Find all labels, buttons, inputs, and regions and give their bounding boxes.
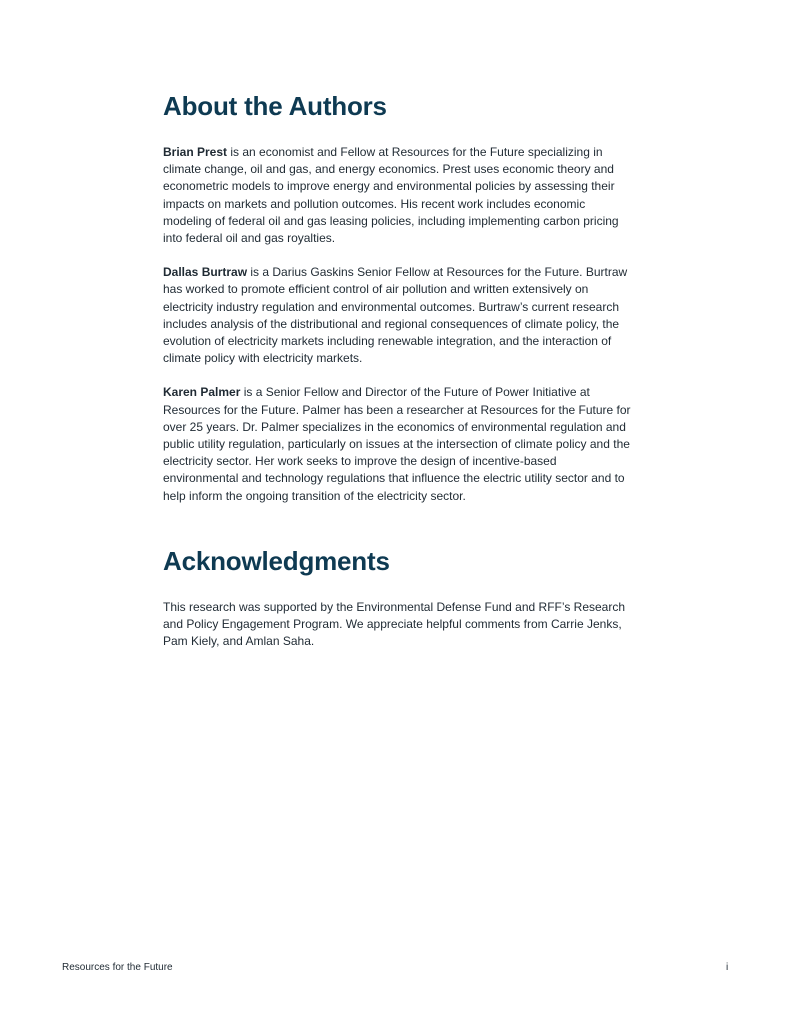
- author-bio-brian-prest: [163, 144, 633, 247]
- author-bio-text: is an economist and Fellow at Resources for the Future specializing in climate change, oil and gas, and energy economics. Prest uses economic theory and econometric models to improve energy and environmental policies by assessing their impacts on markets and pollution outcomes. His recent work includes economic modeling of federal oil and gas leasing policies, including implementing carbon pricing into federal oil and gas royalties.: [163, 145, 619, 246]
- footer-publisher: Resources for the Future: [62, 962, 173, 973]
- page-content: [163, 88, 633, 650]
- acknowledgments-heading: Acknowledgments: [163, 545, 390, 576]
- author-bio-text: is a Senior Fellow and Director of the Future of Power Initiative at Resources for the Future. Palmer has been a researcher at Resources for the Future for over 25 years. Dr. Palmer specializes in the economics of environmental regulation and public utility regulation, particularly on issues at the intersection of climate policy and the electricity sector. Her work seeks to improve the design of incentive-based environmental and technology regulations that influence the electric utility sector and to help inform the ongoing transition of the electricity sector.: [163, 385, 631, 503]
- author-bio-dallas-burtraw: [163, 264, 633, 367]
- author-name: Karen Palmer: [163, 385, 241, 400]
- footer-page-number: i: [726, 962, 729, 973]
- author-name: Brian Prest: [163, 145, 228, 159]
- author-bio-karen-palmer: [163, 384, 633, 504]
- about-authors-heading: About the Authors: [163, 91, 387, 121]
- author-bio-text: is a Darius Gaskins Senior Fellow at Resources for the Future. Burtraw has worked to promote efficient control of air pollution and written extensively on electricity industry regulation and environmental outcomes. Burtraw’s current research includes analysis of the distributional and regional consequences of climate policy, the evolution of electricity markets including renewable integration, and the interaction of climate policy with electricity markets.: [163, 265, 628, 366]
- acknowledgments-text: This research was supported by the Environmental Defense Fund and RFF’s Research and Policy Engagement Program. We appreciate helpful comments from Carrie Jenks, Pam Kiely, and Amlan Saha.: [163, 599, 626, 649]
- author-name: Dallas Burtraw: [163, 265, 248, 280]
